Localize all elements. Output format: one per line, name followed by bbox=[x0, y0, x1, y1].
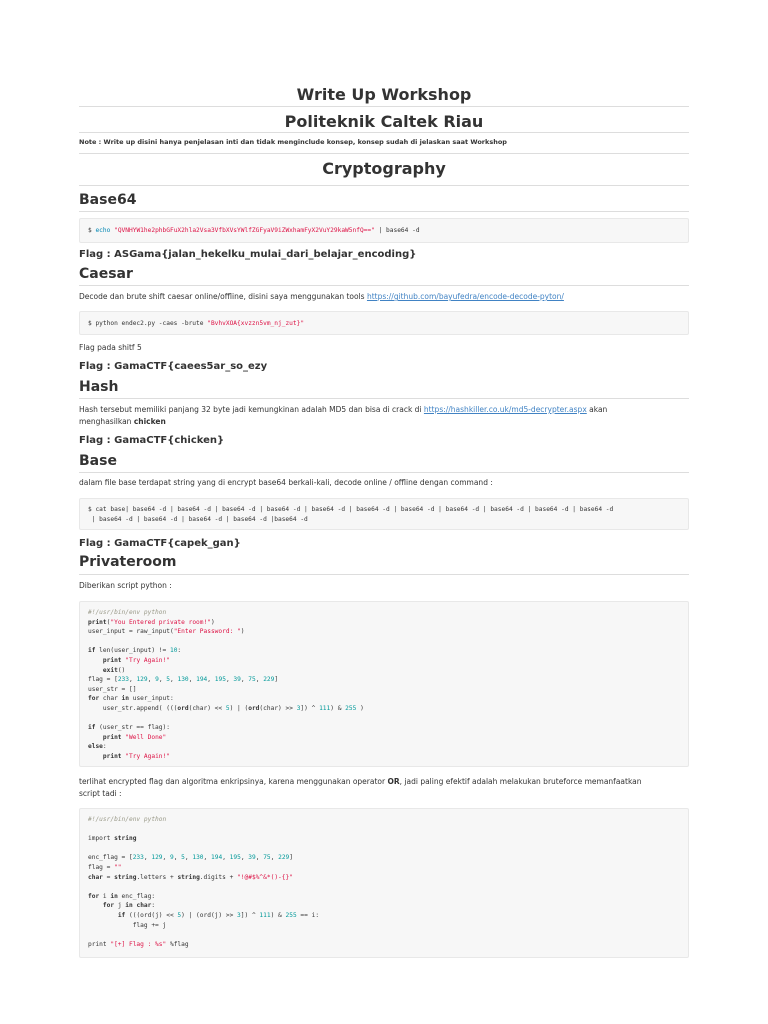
code-token: 194 bbox=[196, 676, 208, 684]
code-token: "Try Again!" bbox=[121, 752, 170, 760]
code-token: ) bbox=[240, 628, 245, 636]
code-token: , bbox=[143, 854, 152, 862]
command-rest: | base64 -d bbox=[374, 227, 420, 234]
hash-divider bbox=[79, 398, 689, 399]
code-token: (user_str == flag): bbox=[95, 724, 170, 732]
base-divider bbox=[79, 472, 689, 473]
code-token: len(user_input) != bbox=[95, 647, 170, 655]
code-token: 5 bbox=[181, 854, 185, 862]
hash-desc-suffix: akan bbox=[586, 405, 608, 414]
prompt: $ bbox=[88, 227, 96, 234]
code-token: 130 bbox=[177, 676, 189, 684]
code-token: "Well Done" bbox=[121, 733, 167, 741]
code-line bbox=[88, 685, 680, 695]
echo-keyword: echo bbox=[95, 227, 111, 234]
code-token: ord bbox=[248, 704, 260, 712]
code-token: 195 bbox=[229, 854, 241, 862]
code-token: string bbox=[114, 873, 137, 881]
code-token: ]) ^ bbox=[240, 911, 260, 919]
code-line bbox=[88, 911, 680, 921]
code-token: , bbox=[184, 854, 193, 862]
code-line bbox=[88, 733, 680, 743]
heading-hash: Hash bbox=[79, 379, 119, 395]
code-token: ) | ( bbox=[229, 704, 249, 712]
subtitle-divider bbox=[79, 132, 689, 133]
code-token: "[+] Flag : %s" bbox=[110, 940, 167, 948]
code-token: "" bbox=[114, 863, 122, 871]
base-description: dalam file base terdapat string yang di encrypt base64 berkali-kali, decode online / offline dengan command : bbox=[79, 478, 493, 487]
code-line bbox=[88, 618, 680, 628]
code-token: .letters + bbox=[136, 873, 178, 881]
code-line bbox=[88, 882, 680, 892]
code-token: 111 bbox=[319, 704, 331, 712]
code-token: in bbox=[121, 695, 129, 703]
code-token: 10 bbox=[169, 647, 178, 655]
hash-flag: Flag : GamaCTF{chicken} bbox=[79, 435, 225, 446]
code-token: "!@#$%^&*()-{}" bbox=[237, 873, 293, 881]
code-token: user_str.append( ((( bbox=[88, 704, 178, 712]
code-token: ] bbox=[289, 854, 294, 862]
code-token: = bbox=[102, 873, 115, 881]
code-token: , bbox=[270, 854, 279, 862]
base-cmd-line1: $ cat base| base64 -d | base64 -d | base64 -d | base64 -d | base64 -d | base64 -d | base64 -d | base64 -d | base64 -d | base64 -d | base64 -d bbox=[88, 506, 614, 513]
code-token bbox=[88, 657, 103, 664]
code-token: 129 bbox=[151, 854, 163, 862]
code-token: : bbox=[177, 647, 182, 655]
code-token bbox=[88, 912, 118, 919]
code-line bbox=[88, 627, 680, 637]
code-token: for bbox=[88, 892, 100, 900]
code-line bbox=[88, 863, 680, 873]
code-token: for bbox=[102, 902, 115, 910]
code-token: == i: bbox=[296, 911, 320, 919]
code-token: .digits + bbox=[199, 873, 238, 881]
code-token bbox=[88, 734, 103, 741]
code-token: 129 bbox=[136, 676, 148, 684]
code-token: 194 bbox=[211, 854, 223, 862]
caesar-cmd: $ python endec2.py -caes -brute bbox=[88, 320, 208, 327]
code-line bbox=[88, 752, 680, 762]
code-token: #!/usr/bin/env python bbox=[88, 816, 167, 823]
hash-cracker-link[interactable]: https://hashkiller.co.uk/md5-decrypter.aspx bbox=[423, 405, 587, 414]
code-token: , bbox=[170, 676, 178, 684]
base64-divider bbox=[79, 211, 689, 212]
code-line bbox=[88, 666, 680, 676]
code-token: char bbox=[88, 873, 103, 881]
document-title: Write Up Workshop bbox=[296, 85, 472, 104]
code-token: : bbox=[102, 743, 107, 751]
code-token: ] bbox=[274, 676, 279, 684]
code-token: , bbox=[240, 676, 249, 684]
code-token: ) & bbox=[270, 911, 286, 919]
code-token: , bbox=[158, 676, 167, 684]
code-token: "Try Again!" bbox=[121, 656, 170, 664]
code-token: print bbox=[102, 656, 122, 664]
code-line bbox=[88, 901, 680, 911]
note-divider bbox=[79, 153, 689, 154]
code-token: flag = bbox=[88, 863, 115, 871]
code-token: 3 bbox=[237, 911, 241, 919]
caesar-divider bbox=[79, 285, 689, 286]
code-token: 5 bbox=[225, 704, 230, 712]
code-line bbox=[88, 825, 680, 835]
title-divider bbox=[79, 106, 689, 107]
code-token: , bbox=[222, 854, 230, 862]
caesar-cipher-string: "BvhvXOA{xvzzn5vm_nj_zut}" bbox=[207, 320, 305, 327]
caesar-desc-text: Decode dan brute shift caesar online/offline, disini saya menggunakan tools bbox=[79, 292, 367, 301]
code-token: user_input = raw_input( bbox=[88, 628, 174, 636]
base64-string: "QVNHYW1he2phbGFuX2hla2Vsa3VfbXVsYWlfZGFyaV9iZWxhamFyX2VuY29kaW5nfQ==" bbox=[114, 227, 375, 234]
code-token: (char) >> bbox=[259, 704, 297, 712]
code-token: , bbox=[162, 854, 170, 862]
code-token: in bbox=[125, 902, 133, 910]
code-token: 255 bbox=[285, 911, 297, 919]
base-cmd-line2: | base64 -d | base64 -d | base64 -d | base64 -d |base64 -d bbox=[88, 515, 308, 523]
code-token: "Enter Password: " bbox=[173, 628, 241, 636]
code-line bbox=[88, 873, 680, 883]
code-token: #!/usr/bin/env python bbox=[88, 609, 167, 616]
code-token: ) & bbox=[330, 704, 346, 712]
code-token: if bbox=[117, 911, 126, 919]
privateroom-script-block bbox=[79, 601, 689, 767]
code-token: 111 bbox=[259, 911, 271, 919]
code-token: print bbox=[102, 733, 122, 741]
code-token: ]) ^ bbox=[300, 704, 320, 712]
code-token: for bbox=[88, 695, 100, 703]
code-line bbox=[88, 815, 680, 825]
privateroom-description: Diberikan script python : bbox=[79, 581, 172, 590]
code-token: () bbox=[117, 666, 126, 674]
code-line bbox=[88, 844, 680, 854]
code-token: %flag bbox=[166, 940, 189, 948]
caesar-command-block bbox=[79, 311, 689, 335]
code-token: 255 bbox=[345, 704, 357, 712]
workshop-note: Note : Write up disini hanya penjelasan inti dan tidak menginclude konsep, konsep sudah di jelaskan saat Workshop bbox=[79, 138, 507, 146]
caesar-tool-link[interactable]: https://github.com/bayufedra/encode-decode-pyton/ bbox=[366, 292, 564, 301]
code-token: , bbox=[173, 854, 182, 862]
code-token: 75 bbox=[248, 676, 256, 684]
base-flag: Flag : GamaCTF{capek_gan} bbox=[79, 538, 241, 549]
code-token: 233 bbox=[132, 854, 144, 862]
code-token: j bbox=[114, 902, 126, 910]
code-token: print bbox=[88, 940, 111, 948]
base-command-block bbox=[79, 498, 689, 530]
code-token: 229 bbox=[263, 676, 275, 684]
caesar-description bbox=[79, 291, 689, 303]
privateroom-divider bbox=[79, 574, 689, 575]
code-token: import bbox=[88, 835, 115, 843]
code-token: ord bbox=[177, 704, 189, 712]
hash-result-word: chicken bbox=[133, 417, 166, 426]
code-token: exit bbox=[102, 666, 118, 674]
code-line bbox=[88, 694, 680, 704]
code-token: ) | (ord(j) >> bbox=[181, 911, 238, 919]
code-token: ( bbox=[106, 618, 111, 626]
hash-desc-line2: menghasilkan bbox=[79, 417, 134, 426]
code-token: , bbox=[147, 676, 156, 684]
code-token: print bbox=[88, 618, 107, 626]
code-token: "You Entered private room!" bbox=[110, 618, 211, 626]
code-line bbox=[88, 646, 680, 656]
code-token: 5 bbox=[177, 911, 182, 919]
code-token bbox=[88, 902, 103, 909]
code-line bbox=[88, 675, 680, 685]
code-token: , bbox=[129, 676, 137, 684]
code-token: enc_flag = [ bbox=[88, 854, 133, 862]
code-token: , bbox=[225, 676, 234, 684]
code-token: in bbox=[110, 892, 118, 900]
code-token: flag = [ bbox=[88, 676, 118, 684]
section-divider bbox=[79, 185, 689, 186]
document-subtitle: Politeknik Caltek Riau bbox=[284, 112, 484, 131]
code-token: 75 bbox=[263, 854, 271, 862]
code-token: 39 bbox=[248, 854, 256, 862]
hash-desc-text: Hash tersebut memiliki panjang 32 byte jadi kemungkinan adalah MD5 dan bisa di crack di bbox=[79, 405, 424, 414]
code-token: : bbox=[151, 902, 156, 910]
bruteforce-desc-suffix: , jadi paling efektif adalah melakukan bruteforce memanfaatkan bbox=[399, 777, 642, 786]
code-token: string bbox=[114, 835, 137, 843]
code-token: (char) << bbox=[188, 704, 226, 712]
code-token bbox=[88, 753, 103, 760]
heading-privateroom: Privateroom bbox=[79, 554, 177, 570]
code-line bbox=[88, 637, 680, 647]
heading-caesar: Caesar bbox=[79, 266, 133, 282]
code-line bbox=[88, 742, 680, 752]
section-title-cryptography: Cryptography bbox=[322, 159, 446, 178]
code-token: if bbox=[88, 724, 96, 732]
code-token bbox=[88, 667, 103, 674]
operator-word: OR bbox=[387, 777, 400, 786]
code-token: 3 bbox=[296, 704, 301, 712]
code-token: else bbox=[88, 743, 103, 751]
code-line bbox=[88, 921, 680, 931]
code-token: ) bbox=[210, 618, 215, 626]
caesar-flag: Flag : GamaCTF{caees5ar_so_ezy bbox=[79, 361, 268, 372]
code-line bbox=[88, 714, 680, 724]
code-token: char bbox=[99, 695, 122, 703]
code-token: user_input: bbox=[129, 695, 174, 703]
code-line bbox=[88, 723, 680, 733]
code-line bbox=[88, 930, 680, 940]
base64-flag: Flag : ASGama{jalan_hekelku_mulai_dari_belajar_encoding} bbox=[79, 249, 417, 260]
caesar-shift-note: Flag pada shitf 5 bbox=[79, 343, 142, 352]
code-token: , bbox=[240, 854, 249, 862]
code-line bbox=[88, 940, 680, 950]
heading-base64: Base64 bbox=[79, 192, 137, 208]
code-token: 233 bbox=[117, 676, 129, 684]
code-token: , bbox=[255, 676, 264, 684]
code-line bbox=[88, 608, 680, 618]
code-token: , bbox=[188, 676, 197, 684]
code-line bbox=[88, 892, 680, 902]
code-token: , bbox=[207, 676, 215, 684]
code-line bbox=[88, 656, 680, 666]
code-token: ) bbox=[356, 704, 364, 712]
bruteforce-script-block bbox=[79, 808, 689, 958]
code-line bbox=[88, 704, 680, 714]
hash-description bbox=[79, 404, 689, 428]
code-token: if bbox=[88, 647, 96, 655]
bruteforce-desc-text: terlihat encrypted flag dan algoritma enkripsinya, karena menggunakan operator bbox=[79, 777, 388, 786]
heading-base: Base bbox=[79, 453, 117, 469]
bruteforce-description bbox=[79, 776, 689, 800]
code-token: user_str = [] bbox=[88, 685, 137, 693]
bruteforce-desc-line2: script tadi : bbox=[79, 789, 122, 798]
code-token: string bbox=[177, 873, 200, 881]
code-token: , bbox=[203, 854, 211, 862]
code-token: 5 bbox=[166, 676, 171, 684]
base64-command-block bbox=[79, 218, 689, 243]
code-line bbox=[88, 834, 680, 844]
code-token: 130 bbox=[192, 854, 204, 862]
code-token: 9 bbox=[169, 854, 174, 862]
code-token: flag += j bbox=[88, 921, 167, 929]
code-token: print bbox=[102, 752, 122, 760]
code-token: , bbox=[255, 854, 264, 862]
code-line bbox=[88, 853, 680, 863]
code-token: i bbox=[99, 892, 111, 900]
code-token: 229 bbox=[278, 854, 290, 862]
code-token: char bbox=[136, 902, 152, 910]
code-token: 195 bbox=[214, 676, 226, 684]
code-token: enc_flag: bbox=[117, 892, 156, 900]
code-token: 39 bbox=[233, 676, 241, 684]
code-token: 9 bbox=[155, 676, 159, 684]
code-token: (((ord(j) << bbox=[125, 911, 178, 919]
